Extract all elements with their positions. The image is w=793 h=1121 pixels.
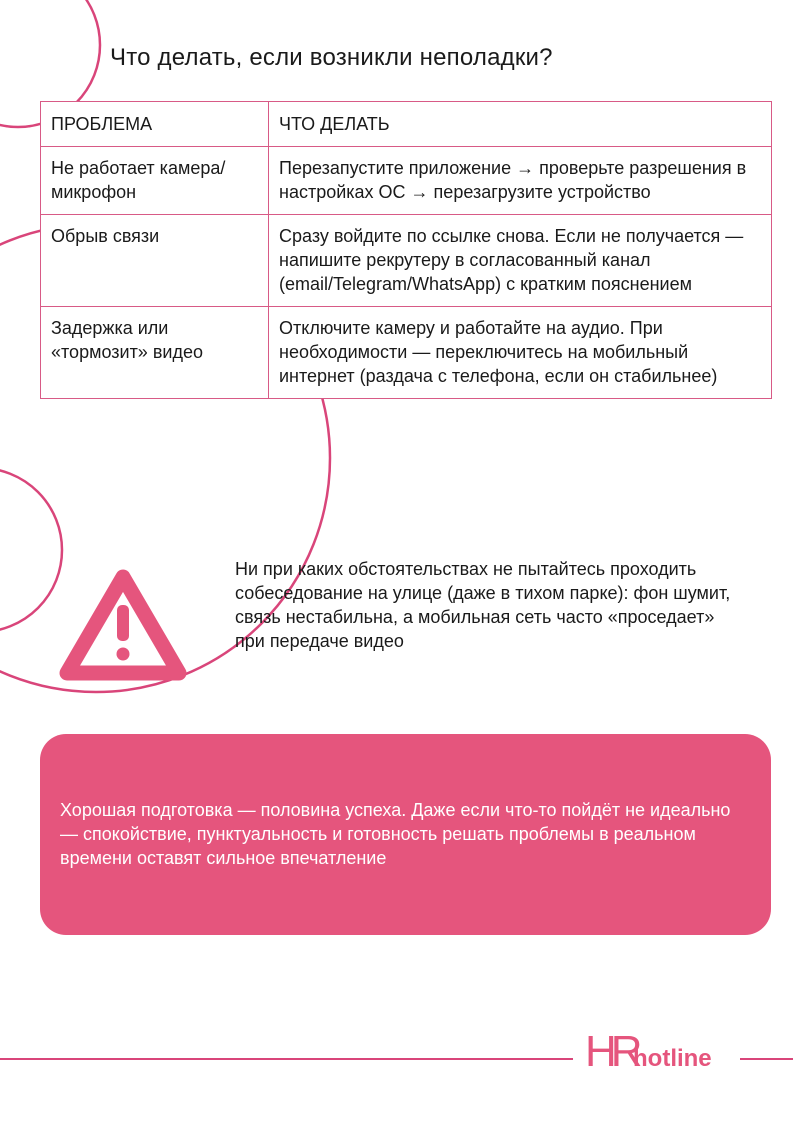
- problem-cell: Не работает камера/микрофон: [41, 147, 269, 215]
- logo-mark: HR: [585, 1027, 637, 1074]
- action-cell: Сразу войдите по ссылке снова. Если не получается — напишите рекрутеру в согласованный канал (email/Telegram/WhatsApp) с кратким пояснением: [269, 215, 772, 307]
- table-row: [41, 215, 772, 307]
- warning-text: Ни при каких обстоятельствах не пытайтесь проходить собеседование на улице (даже в тихом парке): фон шумит, связь нестабильна, а мобильная сеть часто «проседает» при передаче видео: [235, 559, 731, 651]
- column-header-problem: ПРОБЛЕМА: [41, 102, 269, 147]
- logo-text: hotline: [633, 1045, 712, 1072]
- problem-cell: Обрыв связи: [41, 215, 269, 307]
- action-cell: Перезапустите приложение → проверьте разрешения в настройках ОС → перезагрузите устройство: [269, 147, 772, 215]
- summary-text: Хорошая подготовка — половина успеха. Даже если что-то пойдёт не идеально — спокойствие, пунктуальность и готовность решать проблемы в реальном времени оставят сильное впечатление: [60, 800, 731, 868]
- table-row: [41, 147, 772, 215]
- action-cell: Отключите камеру и работайте на аудио. При необходимости — переключитесь на мобильный интернет (раздача с телефона, если он стабильнее): [269, 307, 772, 399]
- hr-hotline-logo: [585, 1024, 730, 1074]
- summary-callout: [40, 734, 771, 935]
- problem-cell: Задержка или «тормозит» видео: [41, 307, 269, 399]
- troubleshooting-table: [40, 101, 772, 399]
- table-row: [41, 307, 772, 399]
- page-title: Что делать, если возникли неполадки?: [110, 44, 553, 71]
- footer-line-right: [740, 1058, 793, 1060]
- footer-line-left: [0, 1058, 573, 1060]
- warning-triangle-icon: [55, 565, 191, 685]
- column-header-action: ЧТО ДЕЛАТЬ: [269, 102, 772, 147]
- table-header-row: [41, 102, 772, 147]
